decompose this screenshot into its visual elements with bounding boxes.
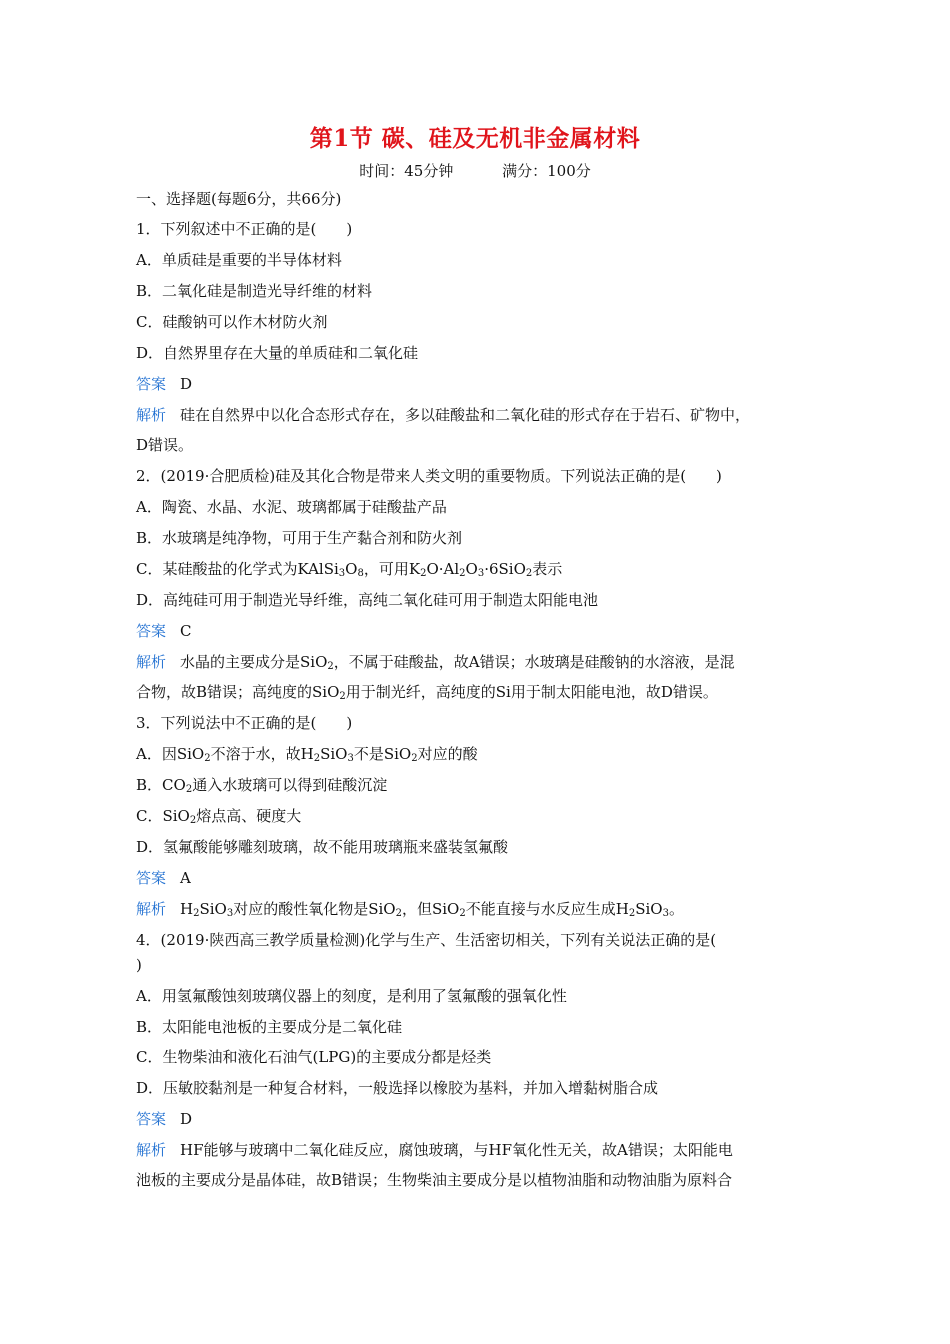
text-segment: SiO [635, 900, 663, 918]
q2-option-b: B．水玻璃是纯净物，可用于生产黏合剂和防火剂 [136, 529, 463, 547]
subscript: 2 [420, 568, 427, 579]
q2-option-d: D．高纯硅可用于制造光导纤维，高纯二氧化硅可用于制造太阳能电池 [136, 591, 599, 609]
q1-stem: 1．下列叙述中不正确的是( ) [136, 220, 353, 238]
full-score: 满分：100分 [502, 162, 591, 180]
q4-answer-value: D [180, 1110, 193, 1128]
subscript: 2 [189, 815, 197, 826]
q3-option-a [136, 744, 826, 764]
q2-answer [136, 621, 826, 641]
q4-option-d: D．压敏胶黏剂是一种复合材料，一般选择以橡胶为基料，并加入增黏树脂合成 [136, 1079, 659, 1097]
text-segment: O [345, 560, 358, 578]
q4-analysis [136, 1140, 826, 1160]
text-segment: SiO [199, 900, 227, 918]
text-segment: 用于制光纤，高纯度的Si用于制太阳能电池，故D错误。 [345, 683, 718, 701]
text-segment: 表示 [532, 560, 563, 578]
q2-answer-value: C [180, 622, 192, 640]
section-heading: 一、选择题(每题6分，共66分) [136, 190, 342, 208]
q2-option-c [136, 559, 826, 579]
subscript: 3 [347, 753, 354, 764]
q3-option-c [136, 806, 826, 826]
q1-option-b: B．二氧化硅是制造光导纤维的材料 [136, 282, 373, 300]
q4-answer [136, 1109, 826, 1129]
subscript: 3 [662, 908, 669, 919]
text-segment: ，可用K [363, 560, 421, 578]
q1-option-c: C．硅酸钠可以作木材防火剂 [136, 313, 328, 331]
q2-analysis-cont [136, 682, 826, 702]
q1-analysis-text: 硅在自然界中以化合态形式存在，多以硅酸盐和二氧化硅的形式存在于岩石、矿物中， [180, 406, 751, 424]
q3-analysis [136, 899, 826, 919]
subscript: 2 [459, 908, 466, 919]
analysis-label: 解析 [136, 406, 167, 424]
answer-label: 答案 [136, 869, 167, 887]
subscript: 2 [525, 568, 533, 579]
time-limit: 时间：45分钟 [359, 162, 454, 180]
exam-meta [0, 160, 950, 181]
q4-stem: 4．(2019·陕西高三教学质量检测)化学与生产、生活密切相关，下列有关说法正确的是( [136, 931, 717, 949]
subscript: 2 [313, 753, 321, 764]
text-segment: O [465, 560, 478, 578]
subscript: 3 [226, 908, 234, 919]
text-segment: ，不属于硅酸盐，故A错误；水玻璃是硅酸钠的水溶液，是混 [333, 653, 735, 671]
q1-analysis [136, 405, 826, 425]
subscript: 3 [338, 568, 346, 579]
q4-option-b: B．太阳能电池板的主要成分是二氧化硅 [136, 1018, 403, 1036]
text-segment: 水晶的主要成分是SiO [180, 653, 328, 671]
q1-option-d: D．自然界里存在大量的单质硅和二氧化硅 [136, 344, 419, 362]
q4-analysis-cont: 池板的主要成分是晶体硅，故B错误；生物柴油主要成分是以植物油脂和动物油脂为原料合 [136, 1171, 733, 1189]
q1-answer [136, 374, 826, 394]
answer-label: 答案 [136, 1110, 167, 1128]
text-segment: 不是SiO [353, 745, 412, 763]
analysis-label: 解析 [136, 653, 167, 671]
q2-option-a: A．陶瓷、水晶、水泥、玻璃都属于硅酸盐产品 [136, 498, 447, 516]
text-segment: 合物，故B错误；高纯度的SiO [136, 683, 340, 701]
q4-option-a: A．用氢氟酸蚀刻玻璃仪器上的刻度，是利用了氢氟酸的强氧化性 [136, 987, 567, 1005]
text-segment: 熔点高、硬度大 [196, 807, 302, 825]
q2-stem: 2．(2019·合肥质检)硅及其化合物是带来人类文明的重要物质。下列说法正确的是( ) [136, 467, 722, 485]
page-title: 第1节 碳、硅及无机非金属材料 [309, 125, 641, 152]
q3-stem: 3．下列说法中不正确的是( ) [136, 714, 353, 732]
subscript: 8 [357, 568, 364, 579]
q1-answer-value: D [180, 375, 193, 393]
analysis-label: 解析 [136, 900, 167, 918]
q4-analysis-text: HF能够与玻璃中二氧化硅反应，腐蚀玻璃，与HF氧化性无关，故A错误；太阳能电 [180, 1141, 733, 1159]
subscript: 3 [477, 568, 485, 579]
text-segment: B．CO [136, 776, 186, 794]
text-segment: 不溶于水，故H [210, 745, 314, 763]
q3-answer-value: A [180, 869, 191, 887]
q1-analysis-cont: D错误。 [136, 436, 194, 454]
subscript: 2 [395, 908, 402, 919]
text-segment: H [180, 900, 194, 918]
text-segment: 通入水玻璃可以得到硅酸沉淀 [192, 776, 388, 794]
text-segment: ，但SiO [401, 900, 460, 918]
subscript: 2 [459, 568, 466, 579]
subscript: 2 [327, 661, 334, 672]
subscript: 2 [628, 908, 636, 919]
text-segment: 。 [668, 900, 684, 918]
text-segment: 对应的酸 [417, 745, 478, 763]
text-segment: C．SiO [136, 807, 190, 825]
answer-label: 答案 [136, 622, 167, 640]
text-segment: C．某硅酸盐的化学式为KAlSi [136, 560, 339, 578]
subscript: 2 [193, 908, 200, 919]
q4-stem-cont: ) [136, 956, 142, 974]
q3-answer [136, 868, 826, 888]
q3-option-d: D．氢氟酸能够雕刻玻璃，故不能用玻璃瓶来盛装氢氟酸 [136, 838, 509, 856]
text-segment: 不能直接与水反应生成H [465, 900, 629, 918]
subscript: 2 [185, 784, 193, 795]
text-segment: O·Al [426, 560, 460, 578]
q2-analysis [136, 652, 826, 672]
q3-option-b [136, 775, 826, 795]
analysis-label: 解析 [136, 1141, 167, 1159]
q1-option-a: A．单质硅是重要的半导体材料 [136, 251, 342, 269]
text-segment: 对应的酸性氧化物是SiO [233, 900, 396, 918]
q4-option-c: C．生物柴油和液化石油气(LPG)的主要成分都是烃类 [136, 1048, 492, 1066]
text-segment: SiO [320, 745, 348, 763]
subscript: 2 [411, 753, 418, 764]
text-segment: ·6SiO [484, 560, 526, 578]
text-segment: A．因SiO [136, 745, 205, 763]
subscript: 2 [339, 691, 346, 702]
answer-label: 答案 [136, 375, 167, 393]
subscript: 2 [204, 753, 211, 764]
